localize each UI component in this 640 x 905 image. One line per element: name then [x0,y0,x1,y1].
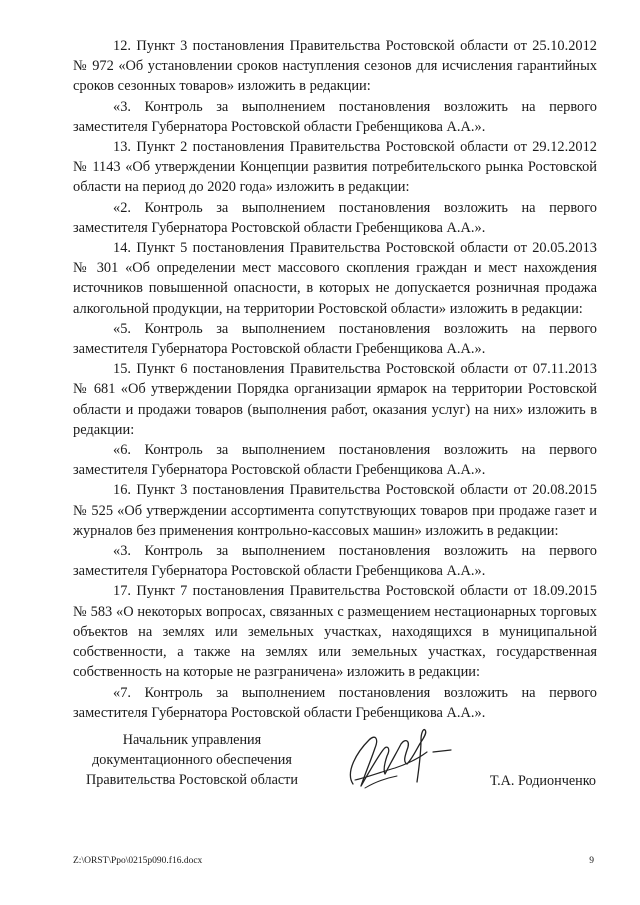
signatory-title-line: Правительства Ростовской области [86,772,298,788]
signatory-title-line: документационного обеспечения [92,752,292,768]
footer-file-path: Z:\ORST\Ppo\0215p090.f16.docx [73,856,203,866]
document-body [73,36,597,723]
paragraph-item-15: 15. Пункт 6 постановления Правительства Ростовской области от 07.11.2013 № 681 «Об утверждении Порядка организации ярмарок на территории Ростовской области и продажи товаров (выполнения работ, оказания услуг) на них» изложить в редакции: [73,361,597,438]
page-number: 9 [589,856,594,866]
paragraph-quote-12: «3. Контроль за выполнением постановления возложить на первого заместителя Губернатора Ростовской области Гребенщикова А.А.». [73,98,597,135]
paragraph-quote-16: «3. Контроль за выполнением постановления возложить на первого заместителя Губернатора Ростовской области Гребенщикова А.А.». [73,543,597,580]
paragraph-item-14: 14. Пункт 5 постановления Правительства Ростовской области от 20.05.2013 № 301 «Об определении мест массового скопления граждан и мест нахождения источников повышенной опасности, в которых не допускается розничная продажа алкогольной продукции, на территории Ростовской области» изложить в редакции: [73,240,597,317]
paragraph-item-17: 17. Пункт 7 постановления Правительства Ростовской области от 18.09.2015 № 583 «О некоторых вопросах, связанных с размещением нестационарных торговых объектов на землях или земельных участках, находящихся в муниципальной собственности, а также на землях или земельных участках, государственная собственность на которые не разграничена» изложить в редакции: [73,583,597,681]
paragraph-quote-17: «7. Контроль за выполнением постановления возложить на первого заместителя Губернатора Ростовской области Гребенщикова А.А.». [73,684,597,721]
paragraph-quote-14: «5. Контроль за выполнением постановления возложить на первого заместителя Губернатора Ростовской области Гребенщикова А.А.». [73,320,597,358]
signatory-title [72,730,312,790]
paragraph-item-12: 12. Пункт 3 постановления Правительства Ростовской области от 25.10.2012 № 972 «Об установлении сроков наступления сезонов для исчисления гарантийных сроков сезонных товаров» изложить в редакции: [73,38,597,95]
signatory-name: Т.А. Родионченко [489,773,596,789]
paragraph-item-16: 16. Пункт 3 постановления Правительства Ростовской области от 20.08.2015 № 525 «Об утверждении ассортимента сопутствующих товаров при продаже газет и журналов без применения контрольно-кассовых машин» изложить в редакции: [73,482,597,539]
signatory-title-line: Начальник управления [122,732,262,748]
handwritten-signature [335,722,460,794]
paragraph-quote-15: «6. Контроль за выполнением постановления возложить на первого заместителя Губернатора Ростовской области Гребенщикова А.А.». [73,442,597,479]
paragraph-quote-13: «2. Контроль за выполнением постановления возложить на первого заместителя Губернатора Ростовской области Гребенщикова А.А.». [73,199,597,236]
paragraph-item-13: 13. Пункт 2 постановления Правительства Ростовской области от 29.12.2012 № 1143 «Об утверждении Концепции развития потребительского рынка Ростовской области на период до 2020 года» изложить в редакции: [73,139,597,196]
